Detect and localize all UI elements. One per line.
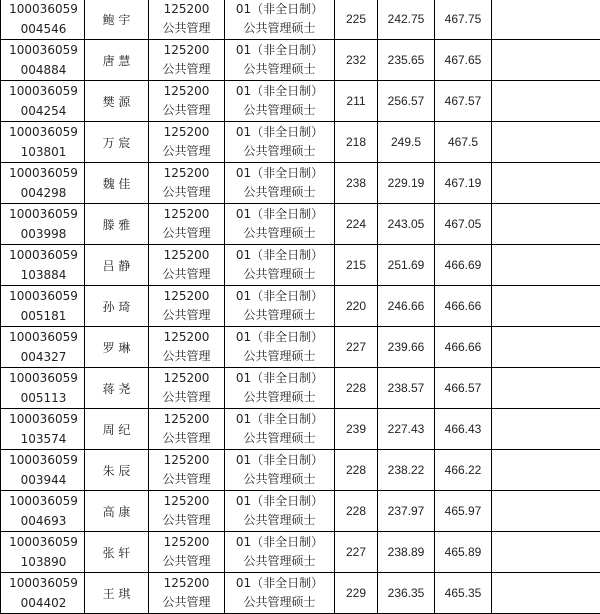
major-name: 公共管理 [149, 347, 224, 367]
candidate-id-part1: 100036059 [3, 163, 84, 183]
candidate-id-part1: 100036059 [3, 491, 84, 511]
direction-cell [225, 573, 335, 614]
candidate-id-part2: 103890 [3, 552, 84, 572]
candidate-id-part1: 100036059 [3, 122, 84, 142]
table-row [1, 0, 600, 40]
candidate-id-part2: 004546 [3, 19, 84, 39]
major-code: 125200 [149, 369, 224, 389]
degree-type: 公共管理硕士 [225, 224, 334, 244]
major-code: 125200 [149, 123, 224, 143]
degree-type: 公共管理硕士 [225, 388, 334, 408]
direction-cell [225, 122, 335, 163]
major-code: 125200 [149, 410, 224, 430]
remarks-cell [492, 450, 600, 491]
candidate-id-part2: 005181 [3, 306, 84, 326]
initial-score: 211 [335, 81, 378, 122]
major-cell [149, 40, 225, 81]
table-row [1, 204, 600, 245]
major-cell [149, 163, 225, 204]
study-type: 01（非全日制） [225, 287, 334, 307]
major-cell [149, 245, 225, 286]
candidate-id-cell [1, 0, 85, 40]
retest-score: 237.97 [378, 491, 435, 532]
total-score: 466.57 [435, 368, 492, 409]
major-cell [149, 286, 225, 327]
table-row [1, 245, 600, 286]
initial-score: 232 [335, 40, 378, 81]
study-type: 01（非全日制） [225, 533, 334, 553]
study-type: 01（非全日制） [225, 82, 334, 102]
initial-score: 228 [335, 450, 378, 491]
degree-type: 公共管理硕士 [225, 60, 334, 80]
candidate-id-part2: 003944 [3, 470, 84, 490]
table-row [1, 122, 600, 163]
degree-type: 公共管理硕士 [225, 593, 334, 613]
candidate-id-part2: 103574 [3, 429, 84, 449]
degree-type: 公共管理硕士 [225, 470, 334, 490]
major-cell [149, 532, 225, 573]
retest-score: 246.66 [378, 286, 435, 327]
degree-type: 公共管理硕士 [225, 19, 334, 39]
study-type: 01（非全日制） [225, 123, 334, 143]
table-row [1, 491, 600, 532]
major-code: 125200 [149, 574, 224, 594]
retest-score: 229.19 [378, 163, 435, 204]
candidate-name: 万 宸 [85, 122, 149, 163]
candidate-id-cell [1, 573, 85, 614]
table-row [1, 40, 600, 81]
candidate-name: 滕 雅 [85, 204, 149, 245]
candidate-name: 张 轩 [85, 532, 149, 573]
candidate-id-part1: 100036059 [3, 81, 84, 101]
study-type: 01（非全日制） [225, 369, 334, 389]
direction-cell [225, 245, 335, 286]
major-code: 125200 [149, 82, 224, 102]
table-body [1, 0, 600, 614]
candidate-id-part1: 100036059 [3, 532, 84, 552]
candidate-id-part1: 100036059 [3, 40, 84, 60]
table-row [1, 163, 600, 204]
direction-cell [225, 163, 335, 204]
major-name: 公共管理 [149, 224, 224, 244]
candidate-id-cell [1, 450, 85, 491]
candidate-name: 蒋 尧 [85, 368, 149, 409]
major-name: 公共管理 [149, 306, 224, 326]
degree-type: 公共管理硕士 [225, 265, 334, 285]
candidate-id-part1: 100036059 [3, 204, 84, 224]
remarks-cell [492, 491, 600, 532]
candidate-id-cell [1, 163, 85, 204]
major-name: 公共管理 [149, 429, 224, 449]
total-score: 467.75 [435, 0, 492, 40]
remarks-cell [492, 122, 600, 163]
remarks-cell [492, 286, 600, 327]
direction-cell [225, 327, 335, 368]
candidate-id-part1: 100036059 [3, 368, 84, 388]
candidate-id-part2: 004693 [3, 511, 84, 531]
major-cell [149, 450, 225, 491]
degree-type: 公共管理硕士 [225, 183, 334, 203]
candidate-id-part2: 103801 [3, 142, 84, 162]
total-score: 467.5 [435, 122, 492, 163]
candidate-id-cell [1, 245, 85, 286]
candidate-id-cell [1, 409, 85, 450]
direction-cell [225, 368, 335, 409]
study-type: 01（非全日制） [225, 41, 334, 61]
retest-score: 256.57 [378, 81, 435, 122]
candidate-name: 鲍 宇 [85, 0, 149, 40]
candidate-name: 周 纪 [85, 409, 149, 450]
major-cell [149, 122, 225, 163]
major-name: 公共管理 [149, 470, 224, 490]
candidate-id-cell [1, 327, 85, 368]
candidate-id-cell [1, 122, 85, 163]
total-score: 467.05 [435, 204, 492, 245]
candidate-name: 朱 辰 [85, 450, 149, 491]
remarks-cell [492, 368, 600, 409]
candidate-id-cell [1, 204, 85, 245]
major-cell [149, 491, 225, 532]
table-row [1, 450, 600, 491]
retest-score: 236.35 [378, 573, 435, 614]
initial-score: 229 [335, 573, 378, 614]
total-score: 466.22 [435, 450, 492, 491]
candidate-id-part1: 100036059 [3, 327, 84, 347]
major-name: 公共管理 [149, 101, 224, 121]
retest-score: 238.89 [378, 532, 435, 573]
retest-score: 239.66 [378, 327, 435, 368]
initial-score: 228 [335, 368, 378, 409]
retest-score: 242.75 [378, 0, 435, 40]
major-cell [149, 327, 225, 368]
candidate-id-part2: 004254 [3, 101, 84, 121]
study-type: 01（非全日制） [225, 205, 334, 225]
initial-score: 239 [335, 409, 378, 450]
direction-cell [225, 409, 335, 450]
total-score: 467.65 [435, 40, 492, 81]
major-code: 125200 [149, 492, 224, 512]
major-code: 125200 [149, 205, 224, 225]
candidate-id-part2: 003998 [3, 224, 84, 244]
major-name: 公共管理 [149, 183, 224, 203]
candidate-id-cell [1, 40, 85, 81]
initial-score: 224 [335, 204, 378, 245]
initial-score: 227 [335, 327, 378, 368]
major-name: 公共管理 [149, 593, 224, 613]
remarks-cell [492, 163, 600, 204]
major-cell [149, 368, 225, 409]
degree-type: 公共管理硕士 [225, 347, 334, 367]
candidate-id-part2: 005113 [3, 388, 84, 408]
retest-score: 243.05 [378, 204, 435, 245]
candidate-id-part1: 100036059 [3, 573, 84, 593]
major-code: 125200 [149, 287, 224, 307]
retest-score: 238.57 [378, 368, 435, 409]
major-code: 125200 [149, 164, 224, 184]
major-cell [149, 0, 225, 40]
candidate-id-part2: 004884 [3, 60, 84, 80]
study-type: 01（非全日制） [225, 451, 334, 471]
major-name: 公共管理 [149, 19, 224, 39]
candidate-id-cell [1, 81, 85, 122]
major-cell [149, 573, 225, 614]
major-name: 公共管理 [149, 388, 224, 408]
candidate-id-cell [1, 286, 85, 327]
major-cell [149, 409, 225, 450]
initial-score: 238 [335, 163, 378, 204]
major-code: 125200 [149, 533, 224, 553]
candidate-name: 罗 琳 [85, 327, 149, 368]
candidate-name: 高 康 [85, 491, 149, 532]
remarks-cell [492, 40, 600, 81]
major-code: 125200 [149, 451, 224, 471]
direction-cell [225, 532, 335, 573]
retest-score: 227.43 [378, 409, 435, 450]
total-score: 466.66 [435, 286, 492, 327]
major-code: 125200 [149, 41, 224, 61]
degree-type: 公共管理硕士 [225, 306, 334, 326]
remarks-cell [492, 532, 600, 573]
retest-score: 251.69 [378, 245, 435, 286]
major-code: 125200 [149, 246, 224, 266]
table-row [1, 532, 600, 573]
direction-cell [225, 0, 335, 40]
degree-type: 公共管理硕士 [225, 142, 334, 162]
candidate-name: 吕 静 [85, 245, 149, 286]
degree-type: 公共管理硕士 [225, 429, 334, 449]
remarks-cell [492, 327, 600, 368]
major-name: 公共管理 [149, 511, 224, 531]
direction-cell [225, 450, 335, 491]
study-type: 01（非全日制） [225, 328, 334, 348]
direction-cell [225, 204, 335, 245]
major-cell [149, 204, 225, 245]
candidate-id-part1: 100036059 [3, 286, 84, 306]
major-name: 公共管理 [149, 552, 224, 572]
study-type: 01（非全日制） [225, 574, 334, 594]
degree-type: 公共管理硕士 [225, 552, 334, 572]
candidate-name: 魏 佳 [85, 163, 149, 204]
remarks-cell [492, 245, 600, 286]
candidate-id-part2: 004327 [3, 347, 84, 367]
candidate-name: 唐 慧 [85, 40, 149, 81]
total-score: 465.35 [435, 573, 492, 614]
table-row [1, 409, 600, 450]
candidate-id-part2: 103884 [3, 265, 84, 285]
study-type: 01（非全日制） [225, 492, 334, 512]
remarks-cell [492, 81, 600, 122]
direction-cell [225, 286, 335, 327]
candidate-name: 王 琪 [85, 573, 149, 614]
total-score: 466.43 [435, 409, 492, 450]
candidate-id-cell [1, 532, 85, 573]
table-row [1, 81, 600, 122]
total-score: 466.66 [435, 327, 492, 368]
initial-score: 220 [335, 286, 378, 327]
total-score: 465.89 [435, 532, 492, 573]
initial-score: 225 [335, 0, 378, 40]
major-code: 125200 [149, 328, 224, 348]
retest-score: 249.5 [378, 122, 435, 163]
study-type: 01（非全日制） [225, 164, 334, 184]
candidate-id-cell [1, 368, 85, 409]
major-name: 公共管理 [149, 60, 224, 80]
candidate-id-part1: 100036059 [3, 450, 84, 470]
retest-score: 238.22 [378, 450, 435, 491]
direction-cell [225, 40, 335, 81]
direction-cell [225, 81, 335, 122]
degree-type: 公共管理硕士 [225, 101, 334, 121]
total-score: 467.57 [435, 81, 492, 122]
total-score: 467.19 [435, 163, 492, 204]
direction-cell [225, 491, 335, 532]
retest-score: 235.65 [378, 40, 435, 81]
initial-score: 218 [335, 122, 378, 163]
table-row [1, 573, 600, 614]
table-row [1, 327, 600, 368]
candidate-id-part2: 004402 [3, 593, 84, 613]
major-code: 125200 [149, 0, 224, 19]
initial-score: 227 [335, 532, 378, 573]
major-name: 公共管理 [149, 265, 224, 285]
candidate-id-cell [1, 491, 85, 532]
degree-type: 公共管理硕士 [225, 511, 334, 531]
initial-score: 215 [335, 245, 378, 286]
table-row [1, 368, 600, 409]
major-cell [149, 81, 225, 122]
study-type: 01（非全日制） [225, 246, 334, 266]
candidate-id-part1: 100036059 [3, 409, 84, 429]
candidate-name: 樊 源 [85, 81, 149, 122]
study-type: 01（非全日制） [225, 0, 334, 19]
remarks-cell [492, 204, 600, 245]
total-score: 465.97 [435, 491, 492, 532]
remarks-cell [492, 573, 600, 614]
candidate-id-part1: 100036059 [3, 245, 84, 265]
remarks-cell [492, 0, 600, 40]
candidate-id-part1: 100036059 [3, 0, 84, 19]
initial-score: 228 [335, 491, 378, 532]
remarks-cell [492, 409, 600, 450]
candidate-name: 孙 琦 [85, 286, 149, 327]
table-row [1, 286, 600, 327]
study-type: 01（非全日制） [225, 410, 334, 430]
major-name: 公共管理 [149, 142, 224, 162]
total-score: 466.69 [435, 245, 492, 286]
candidate-id-part2: 004298 [3, 183, 84, 203]
